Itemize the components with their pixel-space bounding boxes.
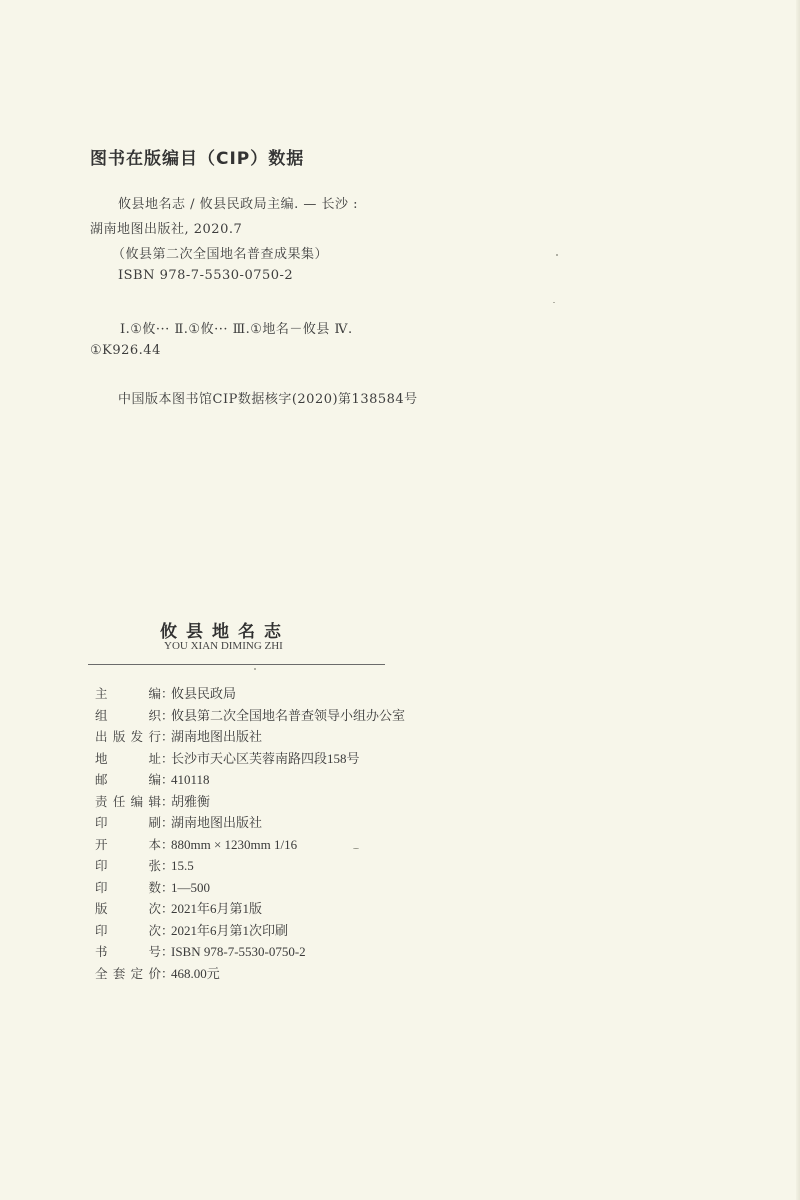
- info-row: [95, 899, 262, 919]
- info-value: 湖南地图出版社: [171, 729, 263, 744]
- info-value: 2021年6月第1版: [171, 901, 263, 916]
- info-label: 组 织: [95, 707, 161, 723]
- info-label: 印 刷: [95, 815, 161, 830]
- cip-publisher-line: 湖南地图出版社, 2020.7: [90, 222, 243, 237]
- cip-record-number: 中国版本图书馆CIP数据核字(2020)第138584号: [118, 392, 418, 407]
- info-row: [95, 964, 220, 984]
- paper-speck: [553, 302, 555, 303]
- info-row: [95, 813, 262, 833]
- info-value: 2021年6月第1次印刷: [171, 922, 289, 938]
- info-separator: ：: [161, 772, 174, 787]
- info-label: 责任编辑: [95, 793, 161, 809]
- info-separator: ：: [161, 858, 174, 873]
- info-label: 主 编: [95, 686, 161, 701]
- cip-entry-line: 攸县地名志 / 攸县民政局主编. — 长沙 :: [118, 197, 359, 212]
- info-separator: ：: [161, 729, 174, 744]
- info-separator: ：: [161, 922, 174, 938]
- info-label: 版 次: [95, 901, 161, 916]
- cip-heading: 图书在版编目（CIP）数据: [90, 149, 305, 169]
- info-label: 书 号: [95, 944, 161, 959]
- info-label: 出版发行: [95, 729, 161, 744]
- info-separator: ：: [161, 686, 174, 701]
- info-value: 468.00元: [171, 965, 220, 981]
- info-separator: ：: [161, 836, 174, 852]
- info-label: 邮 编: [95, 772, 161, 787]
- info-value: 15.5: [171, 858, 194, 873]
- info-row: [95, 856, 194, 876]
- info-separator: ：: [161, 815, 174, 830]
- info-row: [95, 770, 210, 790]
- cip-isbn-line: ISBN 978-7-5530-0750-2: [118, 268, 294, 283]
- book-title: 攸县地名志: [160, 622, 290, 642]
- info-row: [95, 706, 405, 726]
- info-row: [95, 921, 288, 941]
- paper-speck: [254, 668, 256, 670]
- info-separator: ：: [161, 901, 174, 916]
- info-row: [95, 727, 262, 747]
- info-separator: ：: [161, 707, 174, 723]
- info-value: 胡雅衡: [171, 793, 211, 809]
- info-label: 地 址: [95, 750, 161, 766]
- info-separator: ：: [161, 965, 174, 981]
- info-value: ISBN 978-7-5530-0750-2: [171, 944, 306, 959]
- info-label: 印 张: [95, 858, 161, 873]
- info-row: [95, 942, 306, 962]
- info-value: 长沙市天心区芙蓉南路四段158号: [171, 750, 360, 766]
- info-row: [95, 835, 297, 855]
- info-label: 全套定价: [95, 965, 161, 981]
- info-value: 1—500: [171, 879, 210, 895]
- cip-subject-line: Ⅰ.①攸··· Ⅱ.①攸··· Ⅲ.①地名－攸县 Ⅳ.: [120, 322, 353, 337]
- divider-rule: [88, 664, 385, 665]
- book-subtitle: YOU XIAN DIMING ZHI: [164, 640, 283, 652]
- cip-classification-line: ①K926.44: [90, 343, 161, 358]
- info-label: 开 本: [95, 836, 161, 852]
- info-row: [95, 684, 236, 704]
- info-value: 攸县第二次全国地名普查领导小组办公室: [171, 707, 406, 723]
- paper-speck: [353, 848, 359, 849]
- info-label: 印 数: [95, 879, 161, 895]
- cip-series-line: （攸县第二次全国地名普查成果集）: [112, 247, 329, 262]
- info-separator: ：: [161, 793, 174, 809]
- info-row: [95, 878, 210, 898]
- paper-speck: [556, 254, 558, 256]
- info-separator: ：: [161, 879, 174, 895]
- info-row: [95, 749, 360, 769]
- info-row: [95, 792, 210, 812]
- info-value: 湖南地图出版社: [171, 815, 263, 830]
- info-value: 880mm × 1230mm 1/16: [171, 836, 298, 852]
- info-label: 印 次: [95, 922, 161, 938]
- info-separator: ：: [161, 750, 174, 766]
- info-value: 410118: [171, 772, 210, 787]
- page-edge: [796, 0, 800, 1200]
- info-separator: ：: [161, 944, 174, 959]
- info-value: 攸县民政局: [171, 686, 237, 701]
